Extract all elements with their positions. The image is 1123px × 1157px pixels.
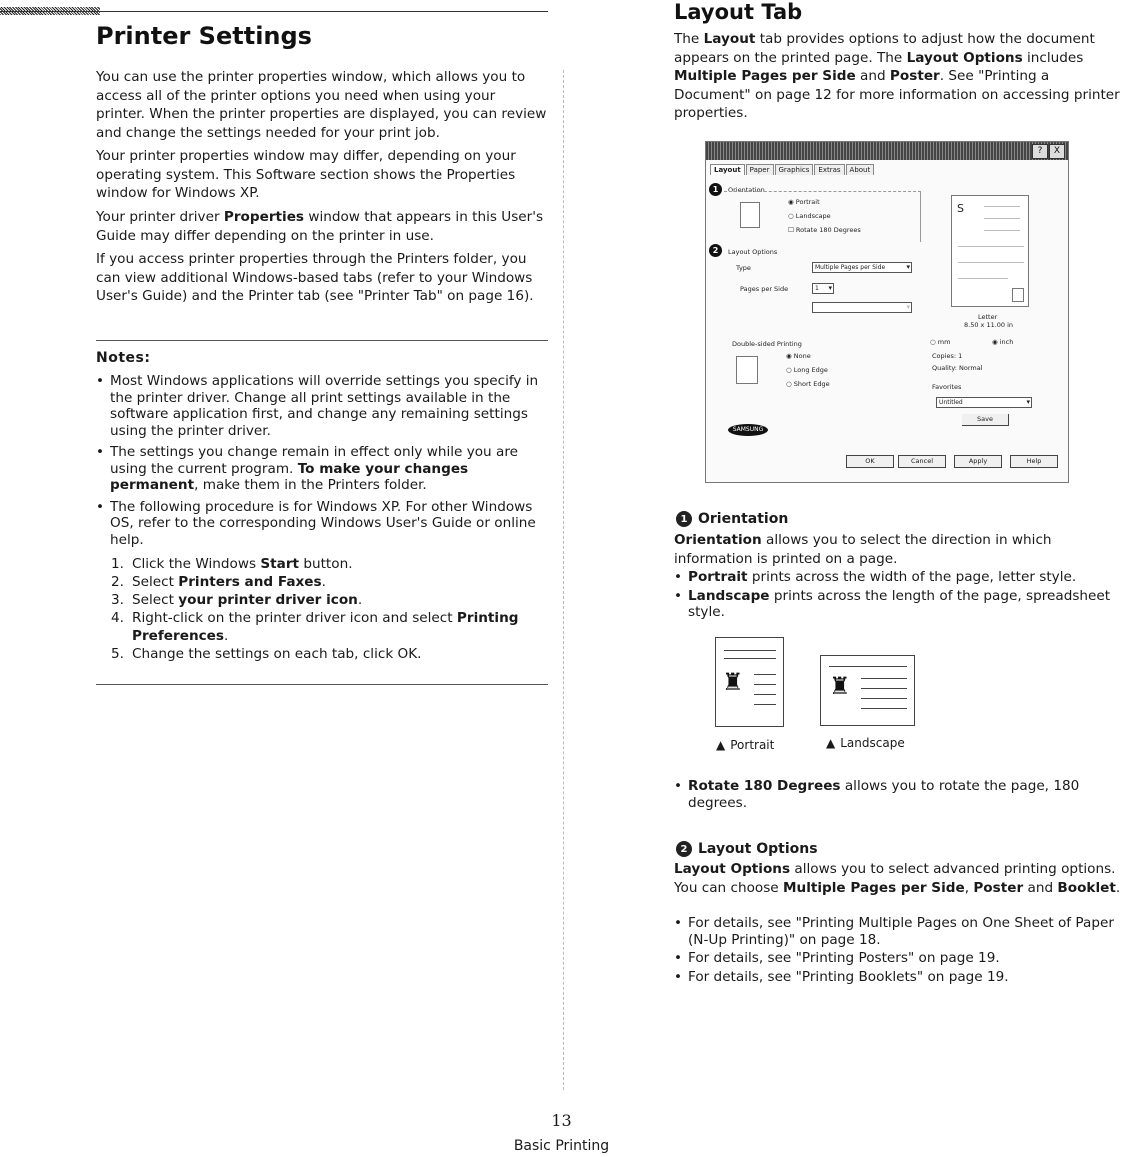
layout-options-emphasis: Multiple Pages per Side bbox=[782, 879, 965, 896]
page-number: 13 bbox=[551, 1111, 572, 1130]
landscape-term: Landscape bbox=[688, 587, 770, 604]
portrait-desc: prints across the width of the page, letter style. bbox=[747, 569, 1077, 585]
layout-options-item: • For details, see "Printing Booklets" on page 19. bbox=[674, 969, 1122, 986]
layout-options-heading-text: Layout Options bbox=[698, 841, 818, 857]
person-icon: ♜ bbox=[722, 668, 744, 696]
step-emphasis: Printing Preferences bbox=[132, 610, 519, 644]
portrait-caption bbox=[716, 738, 774, 752]
step-text: Click the Windows bbox=[132, 556, 261, 572]
notes-list bbox=[96, 373, 548, 553]
figure-line bbox=[861, 708, 907, 709]
orientation-heading-text: Orientation bbox=[698, 511, 789, 527]
note-item bbox=[96, 444, 548, 494]
step-text-2: . bbox=[321, 574, 326, 590]
step-text-2: button. bbox=[299, 556, 353, 572]
note-text-2: , make them in the Printers folder. bbox=[194, 477, 427, 493]
intro-emphasis: Layout bbox=[703, 31, 756, 47]
callout-2: 2 bbox=[709, 244, 722, 257]
preview-line bbox=[958, 262, 1024, 263]
orientation-group-label: Orientation bbox=[728, 186, 765, 194]
intro-text: includes bbox=[1022, 49, 1084, 66]
step-item bbox=[111, 645, 547, 663]
preview-letter: S bbox=[957, 202, 964, 215]
landscape-radio[interactable]: ○ Landscape bbox=[788, 212, 831, 220]
intro-text: . See "Printing a Document" on page 12 for more information on accessing printer properties. bbox=[674, 68, 1120, 121]
close-title-button[interactable]: X bbox=[1049, 144, 1065, 159]
tab-paper[interactable]: Paper bbox=[746, 164, 774, 175]
duplex-long-edge-label: Long Edge bbox=[793, 366, 828, 374]
double-sided-label: Double-sided Printing bbox=[732, 340, 802, 348]
tab-extras[interactable]: Extras bbox=[814, 164, 844, 175]
step-emphasis: Start bbox=[260, 556, 300, 572]
portrait-radio[interactable]: ◉ Portrait bbox=[788, 198, 820, 206]
layout-options-heading bbox=[676, 841, 818, 857]
column-divider bbox=[563, 70, 564, 1090]
header-rule bbox=[0, 11, 548, 12]
page-preview bbox=[951, 195, 1029, 307]
rotate-item bbox=[674, 778, 1120, 811]
figure-line bbox=[829, 666, 907, 667]
layout-options-text: . bbox=[1115, 879, 1121, 896]
portrait-radio-label: Portrait bbox=[795, 198, 820, 206]
orientation-item bbox=[674, 588, 1120, 621]
step-emphasis: your printer driver icon bbox=[178, 592, 358, 608]
favorites-select[interactable]: Untitled ▾ bbox=[936, 397, 1032, 408]
inch-radio[interactable]: ◉ inch bbox=[992, 338, 1014, 346]
section-footer: Basic Printing bbox=[513, 1138, 610, 1154]
preview-line bbox=[958, 246, 1024, 247]
save-button[interactable]: Save bbox=[962, 414, 1009, 426]
landscape-desc: prints across the length of the page, spreadsheet style. bbox=[688, 587, 1111, 620]
triangle-icon: ▲ bbox=[716, 738, 726, 752]
intro-paragraph: You can use the printer properties window, which allows you to access all of the printer options you need when using your printer. When the printer properties are displayed, you can review and change the settings needed for your print job. bbox=[96, 69, 547, 141]
step-item bbox=[111, 555, 547, 573]
figure-line bbox=[754, 694, 776, 695]
landscape-radio-label: Landscape bbox=[795, 212, 831, 220]
layout-options-emphasis: Poster bbox=[973, 879, 1024, 896]
layout-options-desc bbox=[674, 860, 1122, 897]
figure-line bbox=[861, 688, 907, 689]
printers-folder-paragraph: If you access printer properties through the Printers folder, you can view additional Windows-based tabs (refer to your Windows User's Guide) and the Printer tab (see "Printer Tab" on page 16). bbox=[96, 251, 534, 304]
intro-emphasis: Poster bbox=[889, 68, 940, 84]
properties-term: Properties bbox=[223, 209, 305, 225]
step-text: Select bbox=[132, 592, 179, 608]
note-text: The settings you change remain in effect only while you are using the current program. bbox=[110, 444, 518, 477]
layout-options-emphasis: Booklet bbox=[1057, 879, 1116, 896]
rotate-checkbox[interactable]: ☐ Rotate 180 Degrees bbox=[788, 226, 861, 234]
tab-about[interactable]: About bbox=[846, 164, 875, 175]
orientation-desc bbox=[674, 531, 1120, 568]
step-text: Select bbox=[132, 574, 179, 590]
note-emphasis: To make your changes permanent bbox=[110, 460, 469, 493]
figure-line bbox=[754, 674, 776, 675]
driver-paragraph-text: Your printer driver bbox=[96, 209, 224, 225]
step-number: 3. bbox=[111, 592, 124, 608]
layout-options-item: • For details, see "Printing Multiple Pages on One Sheet of Paper (N-Up Printing)" on page 18. bbox=[674, 915, 1122, 948]
apply-button[interactable]: Apply bbox=[954, 455, 1002, 468]
ok-button[interactable]: OK bbox=[846, 455, 894, 468]
step-text-2: . bbox=[357, 592, 363, 608]
steps-list bbox=[111, 555, 547, 663]
orientation-heading bbox=[676, 511, 788, 527]
mm-radio-label: mm bbox=[937, 338, 951, 346]
copies-readout: Copies: 1 bbox=[932, 352, 963, 360]
portrait-term: Portrait bbox=[688, 569, 748, 585]
preview-line bbox=[984, 218, 1020, 219]
intro-emphasis: Layout Options bbox=[906, 49, 1023, 66]
layout-options-text: and bbox=[1023, 879, 1058, 896]
figure-line bbox=[724, 658, 776, 659]
layout-options-text: , bbox=[964, 879, 974, 896]
printer-properties-dialog bbox=[705, 141, 1069, 483]
orientation-item bbox=[674, 569, 1120, 586]
step-item bbox=[111, 609, 547, 645]
step-item bbox=[111, 573, 547, 591]
step-text: Change the settings on each tab, click OK. bbox=[132, 646, 422, 662]
step-item bbox=[111, 591, 547, 609]
figure-line bbox=[861, 698, 907, 699]
duplex-none-label: None bbox=[793, 352, 811, 360]
os-paragraph: Your printer properties window may differ, depending on your operating system. This Software section shows the Properties window for Windows XP. bbox=[96, 148, 516, 201]
step-number: 5. bbox=[111, 646, 124, 662]
layout-options-item: • For details, see "Printing Posters" on page 19. bbox=[674, 950, 1122, 967]
duplex-short-edge-radio[interactable]: ○ Short Edge bbox=[786, 380, 830, 388]
driver-paragraph bbox=[96, 208, 548, 245]
duplex-long-edge-radio[interactable]: ○ Long Edge bbox=[786, 366, 828, 374]
figure-line bbox=[754, 684, 776, 685]
samsung-logo: SAMSUNG bbox=[728, 424, 768, 436]
section-title: Layout Tab bbox=[674, 0, 803, 24]
layout-intro-paragraph bbox=[674, 30, 1122, 123]
landscape-figure bbox=[820, 655, 915, 726]
layout-options-text: allows you to select advanced printing options. You can choose bbox=[674, 861, 1116, 896]
notes-bottom-rule bbox=[96, 684, 548, 685]
duplex-none-radio[interactable]: ◉ None bbox=[786, 352, 811, 360]
rotate-list bbox=[674, 778, 1120, 816]
triangle-icon: ▲ bbox=[826, 736, 836, 750]
inch-radio-label: inch bbox=[999, 338, 1014, 346]
landscape-caption bbox=[826, 736, 905, 750]
rotate-checkbox-label: Rotate 180 Degrees bbox=[795, 226, 861, 234]
orientation-term: Orientation bbox=[674, 532, 762, 548]
pages-per-side-select[interactable]: 1 ▾ bbox=[812, 283, 834, 294]
callout-1: 1 bbox=[709, 183, 722, 196]
portrait-figure bbox=[715, 637, 784, 727]
layout-options-group-label: Layout Options bbox=[728, 248, 778, 256]
person-icon: ♜ bbox=[829, 672, 851, 700]
callout-1-icon: 1 bbox=[676, 511, 692, 527]
preview-line bbox=[984, 230, 1020, 231]
preview-line bbox=[958, 278, 1008, 279]
preview-line bbox=[984, 206, 1020, 207]
quality-readout: Quality: Normal bbox=[932, 364, 983, 372]
help-button[interactable]: Help bbox=[1010, 455, 1058, 468]
dialog-tabs bbox=[710, 164, 875, 175]
note-item: • Most Windows applications will override settings you specify in the printer driver. Change all print settings available in the software application first, and change any remaining settings using the printer driver. bbox=[96, 373, 548, 439]
page-title: Printer Settings bbox=[96, 22, 312, 50]
paper-name: Letter bbox=[978, 313, 998, 321]
step-number: 1. bbox=[111, 556, 124, 572]
type-label: Type bbox=[736, 264, 751, 272]
help-title-button[interactable]: ? bbox=[1032, 144, 1048, 159]
duplex-preview-icon bbox=[736, 356, 758, 384]
figure-line bbox=[724, 650, 776, 651]
orientation-list bbox=[674, 569, 1120, 626]
step-number: 4. bbox=[111, 610, 124, 626]
layout-options-term: Layout Options bbox=[674, 861, 791, 877]
orientation-desc-text: allows you to select the direction in which information is printed on a page. bbox=[674, 532, 1052, 567]
preview-page-icon bbox=[1012, 288, 1024, 302]
callout-2-icon: 2 bbox=[676, 841, 692, 857]
landscape-caption-text: Landscape bbox=[840, 736, 905, 750]
tab-graphics[interactable]: Graphics bbox=[775, 164, 814, 175]
dialog-title-bar bbox=[706, 142, 1068, 160]
orientation-preview-icon bbox=[740, 202, 760, 228]
driver-paragraph-text-2: window that appears in this User's Guide may differ depending on the printer in use. bbox=[96, 209, 544, 244]
layout-options-list bbox=[674, 915, 1122, 990]
intro-text: and bbox=[855, 68, 890, 84]
duplex-short-edge-label: Short Edge bbox=[793, 380, 830, 388]
intro-text: The bbox=[674, 31, 704, 47]
step-text-2: . bbox=[224, 628, 229, 644]
step-number: 2. bbox=[111, 574, 124, 590]
note-item: • The following procedure is for Windows XP. For other Windows OS, refer to the corresponding Windows User's Guide or online help. bbox=[96, 499, 548, 549]
paper-size: 8.50 x 11.00 in bbox=[964, 321, 1014, 329]
intro-emphasis: Multiple Pages per Side bbox=[674, 68, 856, 84]
intro-text: tab provides options to adjust how the document appears on the printed page. The bbox=[674, 31, 1095, 66]
notes-heading: Notes: bbox=[96, 350, 151, 366]
step-text: Right-click on the printer driver icon and select bbox=[132, 610, 457, 626]
portrait-caption-text: Portrait bbox=[730, 738, 775, 752]
rotate-desc: allows you to rotate the page, 180 degrees. bbox=[688, 778, 1080, 811]
figure-line bbox=[861, 678, 907, 679]
disabled-select bbox=[812, 302, 912, 313]
step-emphasis: Printers and Faxes bbox=[178, 574, 322, 590]
rotate-term: Rotate 180 Degrees bbox=[688, 778, 841, 794]
tab-layout[interactable]: Layout bbox=[710, 164, 745, 175]
cancel-button[interactable]: Cancel bbox=[898, 455, 946, 468]
favorites-label: Favorites bbox=[932, 383, 962, 391]
pages-per-side-label: Pages per Side bbox=[740, 285, 789, 293]
mm-radio[interactable]: ○ mm bbox=[930, 338, 951, 346]
figure-line bbox=[754, 704, 776, 705]
notes-top-rule bbox=[96, 340, 548, 341]
type-select[interactable]: Multiple Pages per Side ▾ bbox=[812, 262, 912, 273]
